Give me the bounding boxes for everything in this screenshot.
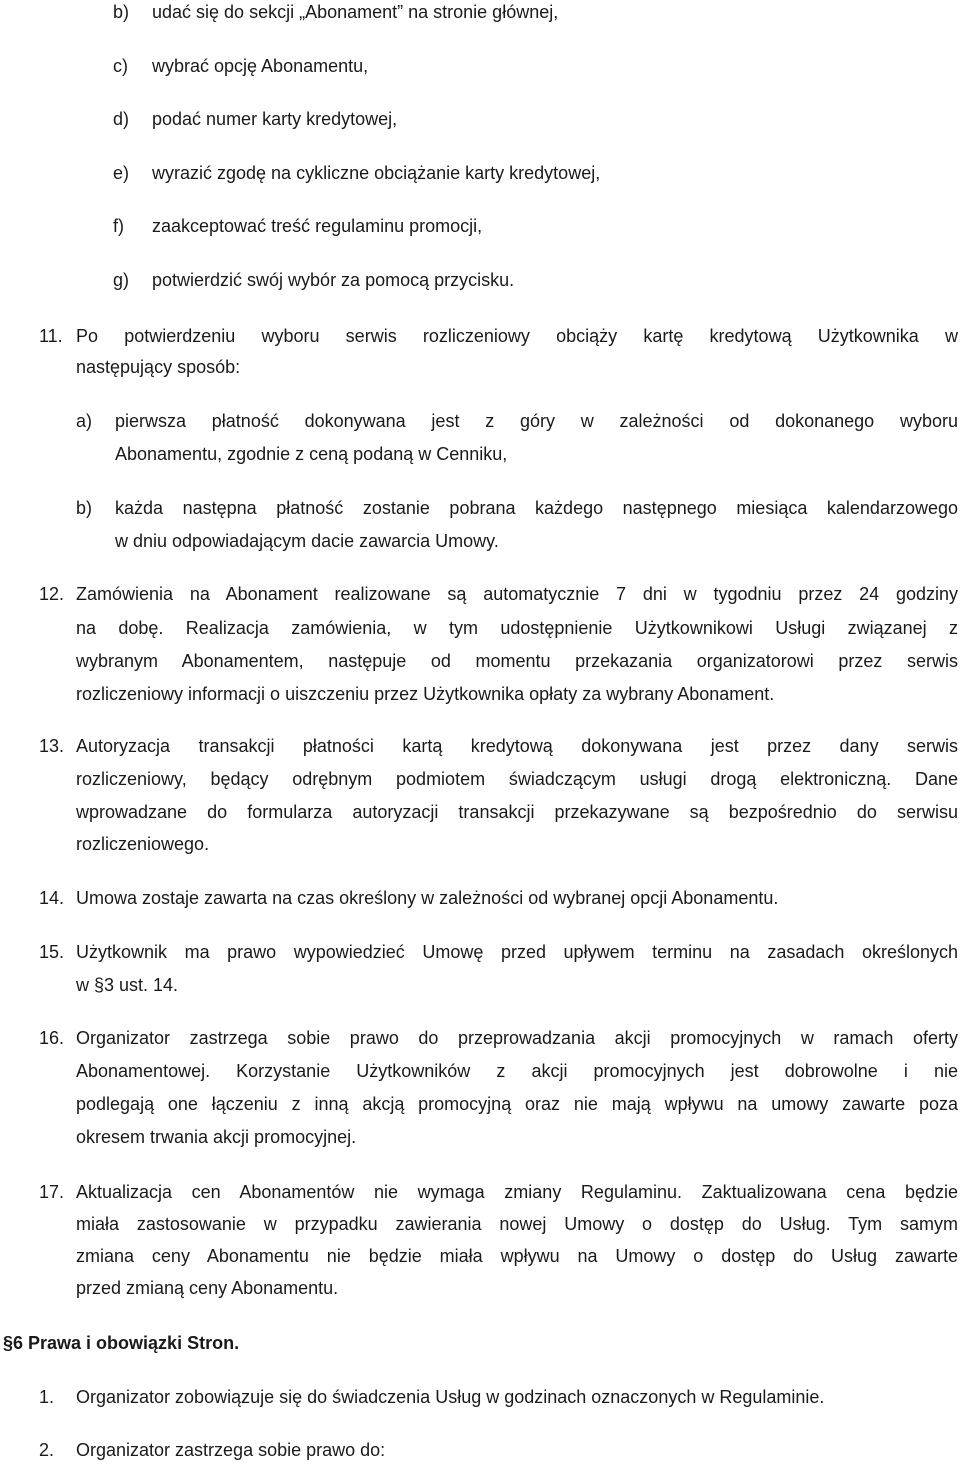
paragraph-line: wprowadzane do formularza autoryzacji transakcji przekazywane są bezpośrednio do serwisu bbox=[76, 802, 958, 822]
paragraph-line: zmiana ceny Abonamentu nie będzie miała wpływu na Umowy o dostęp do Usług zawarte bbox=[76, 1246, 958, 1266]
paragraph-line: Abonamentowej. Korzystanie Użytkowników z akcji promocyjnych jest dobrowolne i nie bbox=[76, 1061, 958, 1081]
paragraph-line: w §3 ust. 14. bbox=[76, 975, 179, 995]
list-label: g) bbox=[113, 270, 130, 290]
paragraph-line: Umowa zostaje zawarta na czas określony w zależności od wybranej opcji Abonamentu. bbox=[76, 888, 779, 908]
paragraph-line: Zamówienia na Abonament realizowane są automatycznie 7 dni w tygodniu przez 24 godziny bbox=[76, 584, 958, 604]
sublist-label: a) bbox=[76, 411, 93, 431]
sublist-line: każda następna płatność zostanie pobrana każdego następnego miesiąca kalendarzowego bbox=[115, 498, 958, 518]
paragraph-number: 15. bbox=[39, 942, 65, 962]
sublist-line: Abonamentu, zgodnie z ceną podaną w Cenniku, bbox=[115, 444, 508, 464]
section-heading: §6 Prawa i obowiązki Stron. bbox=[3, 1333, 240, 1353]
paragraph-line: rozliczeniowy, będący odrębnym podmiotem świadczącym usługi drogą elektroniczną. Dane bbox=[76, 769, 958, 789]
paragraph-line: rozliczeniowego. bbox=[76, 834, 210, 854]
list-text: wyrazić zgodę na cykliczne obciążanie karty kredytowej, bbox=[152, 163, 601, 183]
sublist-line: pierwsza płatność dokonywana jest z góry w zależności od dokonanego wyboru bbox=[115, 411, 958, 431]
section-item-text: Organizator zobowiązuje się do świadczenia Usług w godzinach oznaczonych w Regulaminie. bbox=[76, 1387, 825, 1407]
paragraph-line: okresem trwania akcji promocyjnej. bbox=[76, 1127, 357, 1147]
section-item-text: Organizator zastrzega sobie prawo do: bbox=[76, 1440, 386, 1460]
paragraph-number: 16. bbox=[39, 1028, 65, 1048]
list-text: wybrać opcję Abonamentu, bbox=[152, 56, 369, 76]
paragraph-line: wybranym Abonamentem, następuje od momentu przekazania organizatorowi przez serwis bbox=[76, 651, 958, 671]
paragraph-line: na dobę. Realizacja zamówienia, w tym udostępnienie Użytkownikowi Usługi związanej z bbox=[76, 618, 958, 638]
sublist-line: w dniu odpowiadającym dacie zawarcia Umowy. bbox=[115, 531, 499, 551]
paragraph-line: Użytkownik ma prawo wypowiedzieć Umowę przed upływem terminu na zasadach określonych bbox=[76, 942, 958, 962]
list-text: potwierdzić swój wybór za pomocą przycisku. bbox=[152, 270, 515, 290]
list-label: f) bbox=[113, 216, 124, 236]
paragraph-number: 17. bbox=[39, 1182, 65, 1202]
paragraph-line: Po potwierdzeniu wyboru serwis rozliczeniowy obciąży kartę kredytową Użytkownika w bbox=[76, 326, 958, 346]
paragraph-line: Autoryzacja transakcji płatności kartą kredytową dokonywana jest przez dany serwis bbox=[76, 736, 958, 756]
list-text: zaakceptować treść regulaminu promocji, bbox=[152, 216, 483, 236]
paragraph-line: następujący sposób: bbox=[76, 357, 241, 377]
paragraph-line: Organizator zastrzega sobie prawo do przeprowadzania akcji promocyjnych w ramach oferty bbox=[76, 1028, 958, 1048]
paragraph-number: 12. bbox=[39, 584, 65, 604]
paragraph-number: 11. bbox=[39, 326, 63, 346]
paragraph-line: rozliczeniowy informacji o uiszczeniu przez Użytkownika opłaty za wybrany Abonament. bbox=[76, 684, 775, 704]
paragraph-line: podlegają one łączeniu z inną akcją promocyjną oraz nie mają wpływu na umowy zawarte poza bbox=[76, 1094, 958, 1114]
list-label: c) bbox=[113, 56, 128, 76]
paragraph-line: Aktualizacja cen Abonamentów nie wymaga zmiany Regulaminu. Zaktualizowana cena będzie bbox=[76, 1182, 958, 1202]
section-item-number: 1. bbox=[39, 1387, 55, 1407]
list-label: e) bbox=[113, 163, 130, 183]
section-item-number: 2. bbox=[39, 1440, 55, 1460]
list-label: d) bbox=[113, 109, 130, 129]
list-text: udać się do sekcji „Abonament” na stronie głównej, bbox=[152, 2, 559, 22]
list-text: podać numer karty kredytowej, bbox=[152, 109, 398, 129]
paragraph-number: 14. bbox=[39, 888, 65, 908]
paragraph-number: 13. bbox=[39, 736, 65, 756]
paragraph-line: miała zastosowanie w przypadku zawierania nowej Umowy o dostęp do Usług. Tym samym bbox=[76, 1214, 958, 1234]
list-label: b) bbox=[113, 2, 130, 22]
paragraph-line: przed zmianą ceny Abonamentu. bbox=[76, 1278, 339, 1298]
sublist-label: b) bbox=[76, 498, 93, 518]
